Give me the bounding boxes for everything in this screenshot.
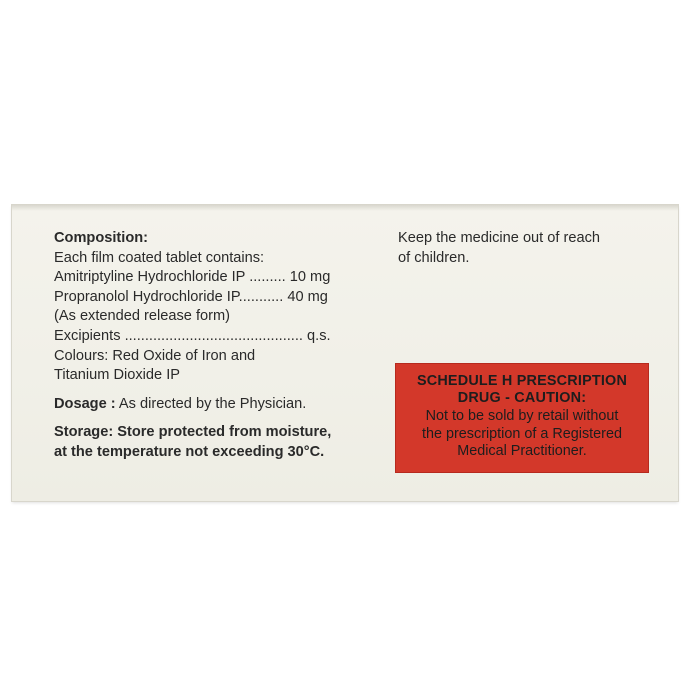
composition-line: Excipients ............................................ q.s. (54, 327, 331, 344)
composition-line: Each film coated tablet contains: (54, 249, 265, 266)
keep-out-of-reach-note (398, 229, 658, 268)
keep-note-line-2: of children. (398, 249, 470, 266)
composition-line: (As extended release form) (54, 308, 231, 325)
composition-line: Titanium Dioxide IP (54, 367, 180, 384)
warning-body-line-3: Medical Practitioner. (457, 443, 587, 459)
storage-line-2: at the temperature not exceeding 30°C. (54, 443, 325, 460)
warning-title-line-1: SCHEDULE H PRESCRIPTION (416, 373, 628, 389)
medicine-carton-panel (12, 205, 678, 501)
schedule-h-warning-box (395, 363, 649, 473)
composition-line: Propranolol Hydrochloride IP........... 40 mg (54, 288, 328, 305)
dosage-line (54, 395, 384, 415)
composition-line: Amitriptyline Hydrochloride IP ......... 10 mg (54, 269, 331, 286)
warning-body-line-1: Not to be sold by retail without (425, 408, 619, 424)
storage-line-1: Storage: Store protected from moisture, (54, 424, 332, 441)
warning-title (395, 373, 649, 407)
warning-body (395, 408, 649, 461)
composition-line: Colours: Red Oxide of Iron and (54, 347, 256, 364)
dosage-label: Dosage : (54, 395, 116, 412)
warning-title-line-2: DRUG - CAUTION: (457, 390, 587, 406)
composition-heading: Composition: (54, 230, 149, 246)
keep-note-line-1: Keep the medicine out of reach (398, 230, 601, 246)
dosage-text: As directed by the Physician. (118, 395, 307, 412)
warning-body-line-2: the prescription of a Registered (422, 425, 622, 442)
composition-column (54, 229, 384, 463)
